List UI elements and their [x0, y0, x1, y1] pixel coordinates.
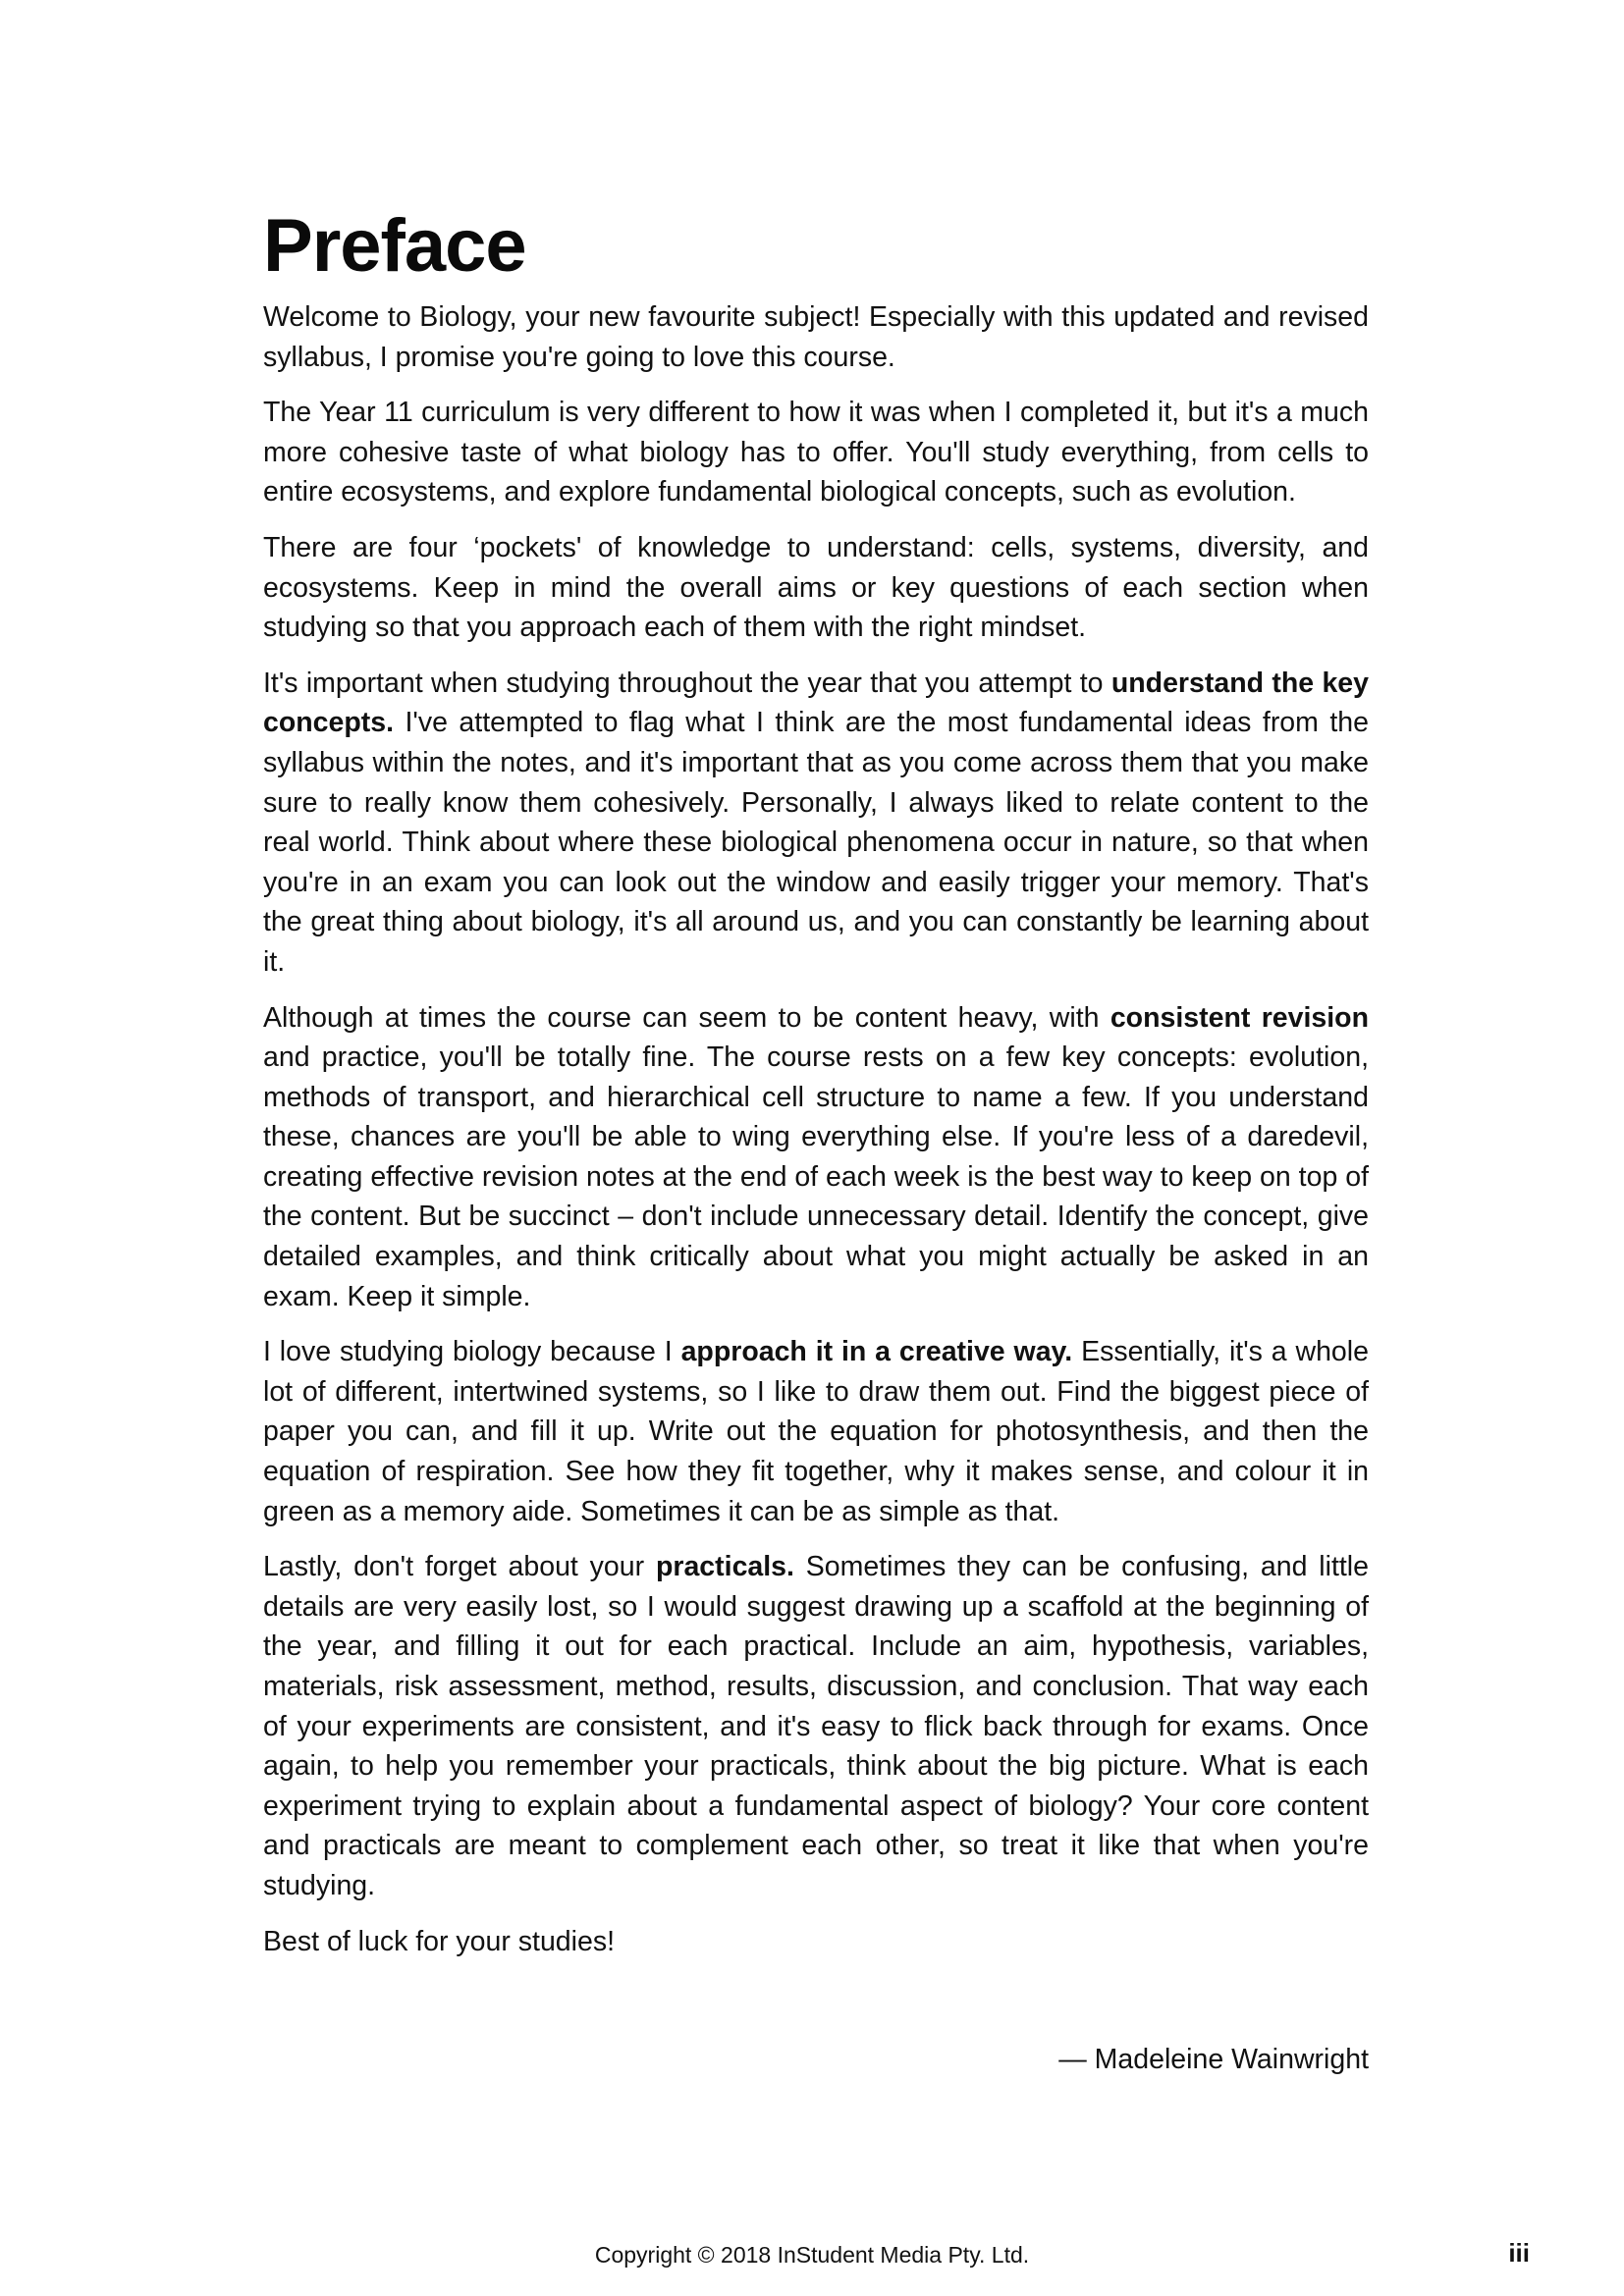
paragraph-welcome [263, 297, 1369, 377]
paragraph-text: I've attempted to flag what I think are the most fundamental ideas from the syllabus within the notes, and it's important that as you come across them that you make sure to really know them cohesively. Personally, I always liked to relate content to the real world. Think about where these biological phenomena occur in nature, so that when you're in an exam you can look out the window and easily trigger your memory. That's the great thing about biology, it's all around us, and you can constantly be learning about it. [263, 707, 1369, 978]
page-number: iii [1508, 2238, 1530, 2268]
paragraph-text: Although at times the course can seem to be content heavy, with [263, 1001, 1110, 1034]
paragraph-text: Best of luck for your studies! [263, 1925, 615, 1957]
paragraph-text: It's important when studying throughout the year that you attempt to [263, 667, 1111, 699]
paragraph-key-concepts [263, 664, 1369, 983]
paragraph-text: Essentially, it's a whole lot of different, intertwined systems, so I like to draw them out. Find the biggest piece of paper you can, and fill it up. Write out the equation for photosynthesis, and then the equation of respiration. See how they fit together, why it makes sense, and colour it in green as a memory aide. Sometimes it can be as simple as that. [263, 1336, 1369, 1527]
paragraph-closing [263, 1922, 1369, 1962]
author-signature: — Madeleine Wainwright [1058, 2044, 1369, 2075]
paragraph-text: There are four ‘pockets' of knowledge to understand: cells, systems, diversity, and ecosystems. Keep in mind the overall aims or key questions of each section when studying so that you approach each of them with the right mindset. [263, 531, 1369, 644]
paragraph-text: The Year 11 curriculum is very different to how it was when I completed it, but it's a much more cohesive taste of what biology has to offer. You'll study everything, from cells to entire ecosystems, and explore fundamental biological concepts, such as evolution. [263, 397, 1369, 508]
emphasis-text: consistent revision [1110, 1001, 1369, 1034]
paragraph-creative [263, 1332, 1369, 1531]
emphasis-text: approach it in a creative way. [680, 1336, 1073, 1368]
page-title: Preface [263, 204, 526, 288]
preface-body [263, 297, 1369, 1977]
paragraph-text: and practice, you'll be totally fine. The course rests on a few key concepts: evolution, methods of transport, and hierarchical cell structure to name a few. If you understand these, chances are you'll be able to wing everything else. If you're less of a daredevil, creating effective revision notes at the end of each week is the best way to keep on top of the content. But be succinct – don't include unnecessary detail. Identify the concept, give detailed examples, and think critically about what you might actually be asked in an exam. Keep it simple. [263, 1041, 1369, 1312]
emphasis-text: understand the key concepts. [263, 667, 1369, 739]
paragraph-revision [263, 998, 1369, 1317]
paragraph-curriculum [263, 393, 1369, 512]
footer-copyright: Copyright © 2018 InStudent Media Pty. Ltd. [594, 2242, 1030, 2268]
paragraph-pockets [263, 528, 1369, 648]
paragraph-practicals [263, 1547, 1369, 1905]
paragraph-text: Lastly, don't forget about your [263, 1551, 656, 1583]
paragraph-text: Welcome to Biology, your new favourite subject! Especially with this updated and revised syllabus, I promise you're going to love this course. [263, 301, 1369, 373]
paragraph-text: I love studying biology because I [263, 1336, 681, 1368]
paragraph-text: Sometimes they can be confusing, and little details are very easily lost, so I would suggest drawing up a scaffold at the beginning of the year, and filling it out for each practical. Include an aim, hypothesis, variables, materials, risk assessment, method, results, discussion, and conclusion. That way each of your experiments are consistent, and it's easy to flick back through for exams. Once again, to help you remember your practicals, think about the big picture. What is each experiment trying to explain about a fundamental aspect of biology? Your core content and practicals are meant to complement each other, so treat it like that when you're studying. [263, 1551, 1369, 1901]
emphasis-text: practicals. [655, 1551, 794, 1583]
